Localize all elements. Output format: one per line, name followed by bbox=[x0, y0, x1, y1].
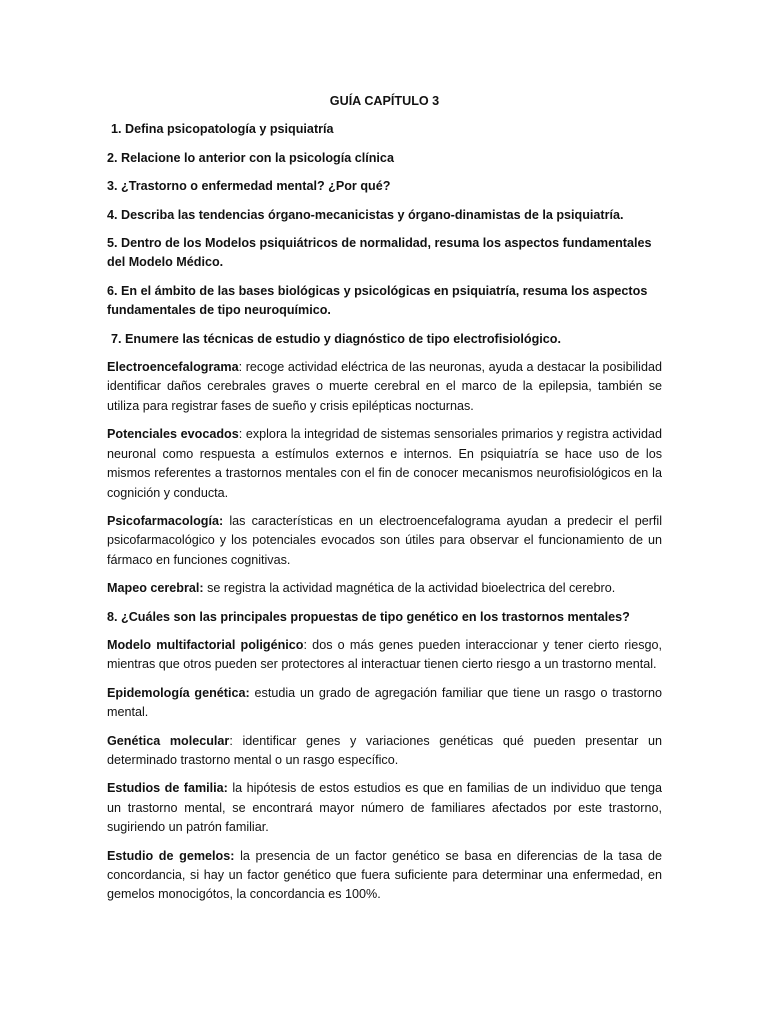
answer-genetica-molecular bbox=[107, 732, 662, 771]
term-label: Estudios de familia: bbox=[107, 781, 228, 796]
answer-estudio-de-gemelos bbox=[107, 847, 662, 905]
term-definition: se registra la actividad magnética de la actividad bioelectrica del cerebro. bbox=[203, 581, 616, 596]
question-5: 5. Dentro de los Modelos psiquiátricos de normalidad, resuma los aspectos fundamentales del Modelo Médico. bbox=[107, 236, 652, 270]
term-label: Potenciales evocados bbox=[107, 427, 239, 442]
term-definition: las características en un electroencefalograma ayudan a predecir el perfil psicofarmacológico y los potenciales evocados son útiles para observar el funcionamiento de un fármaco en funciones cognitivas. bbox=[107, 513, 662, 567]
term-label: Estudio de gemelos: bbox=[107, 848, 235, 863]
answer-mapeo-cerebral bbox=[107, 579, 662, 598]
answer-modelo-multifactorial bbox=[107, 636, 662, 675]
term-definition: : identificar genes y variaciones genéticas qué pueden presentar un determinado trastorno mental o un rasgo específico. bbox=[107, 733, 662, 767]
answer-electroencefalograma bbox=[107, 358, 662, 416]
question-4: 4. Describa las tendencias órgano-mecanicistas y órgano-dinamistas de la psiquiatría. bbox=[107, 207, 624, 222]
term-definition: : explora la integridad de sistemas sensoriales primarios y registra actividad neuronal como respuesta a estímulos externos e internos. En psiquiatría se hace uso de los mismos referentes a trastornos mentales con el fin de conocer mecanismos neurofisiológicos en la cognición y conducta. bbox=[107, 427, 662, 500]
answer-potenciales-evocados bbox=[107, 425, 662, 503]
answer-estudios-de-familia bbox=[107, 779, 662, 837]
term-definition: : recoge actividad eléctrica de las neuronas, ayuda a destacar la posibilidad identificar daños cerebrales graves o muerte cerebral en el marco de la epilepsia, también se utiliza para registrar fases de sueño y crisis epilépticas nocturnas. bbox=[107, 360, 662, 413]
term-definition: la presencia de un factor genético se basa en diferencias de la tasa de concordancia, si hay un factor genético que fuera suficiente para determinar una enfermedad, en gemelos monocigótos, la concordancia es 100%. bbox=[107, 848, 662, 902]
term-label: Modelo multifactorial poligénico bbox=[107, 637, 304, 652]
question-3: 3. ¿Trastorno o enfermedad mental? ¿Por qué? bbox=[107, 179, 391, 194]
term-definition: : dos o más genes pueden interaccionar y tener cierto riesgo, mientras que otros pueden ser protectores al interactuar tienen cierto riesgo a un trastorno mental. bbox=[107, 637, 662, 672]
question-2: 2. Relacione lo anterior con la psicología clínica bbox=[107, 150, 394, 165]
question-6: 6. En el ámbito de las bases biológicas y psicológicas en psiquiatría, resuma los aspectos fundamentales de tipo neuroquímico. bbox=[107, 283, 648, 318]
term-label: Psicofarmacología: bbox=[107, 513, 224, 528]
term-label: Mapeo cerebral: bbox=[107, 581, 204, 596]
document-title: GUÍA CAPÍTULO 3 bbox=[329, 94, 440, 108]
term-definition: la hipótesis de estos estudios es que en familias de un individuo que tenga un trastorno mental, se encontrará mayor número de familiares afectados por este trastorno, sugiriendo un patrón familiar. bbox=[107, 781, 662, 835]
term-label: Electroencefalograma bbox=[107, 360, 239, 375]
term-label: Genética molecular bbox=[107, 733, 230, 748]
question-7: 7. Enumere las técnicas de estudio y diagnóstico de tipo electrofisiológico. bbox=[111, 331, 561, 346]
term-label: Epidemología genética: bbox=[107, 685, 250, 700]
question-1: 1. Defina psicopatología y psiquiatría bbox=[111, 122, 334, 137]
answer-epidemologia-genetica bbox=[107, 684, 662, 723]
answer-psicofarmacologia bbox=[107, 512, 662, 570]
question-8: 8. ¿Cuáles son las principales propuestas de tipo genético en los trastornos mentales? bbox=[107, 609, 630, 624]
term-definition: estudia un grado de agregación familiar que tiene un rasgo o trastorno mental. bbox=[107, 685, 663, 720]
